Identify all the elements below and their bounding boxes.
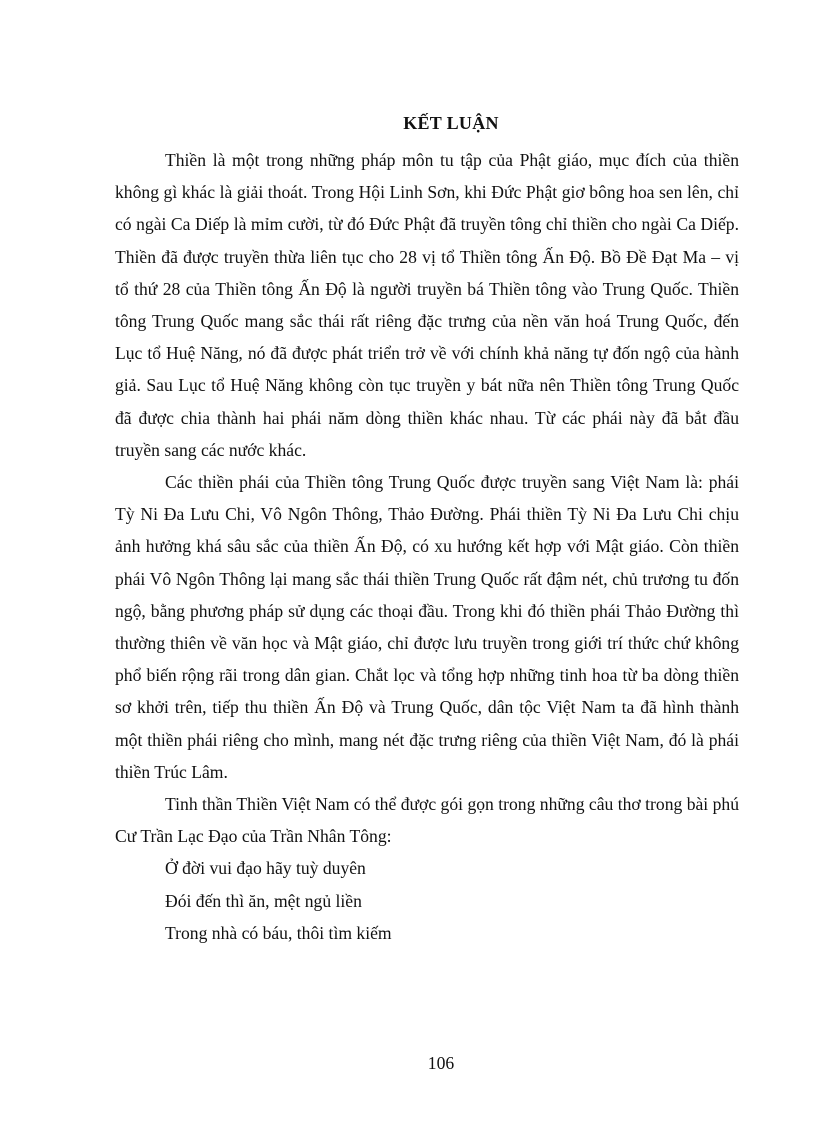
section-heading: KẾT LUẬN — [403, 113, 499, 133]
paragraph-2: Các thiền phái của Thiền tông Trung Quốc được truyền sang Việt Nam là: phái Tỳ Ni Đa Lưu Chi, Vô Ngôn Thông, Thảo Đường. Phái thiền Tỳ Ni Đa Lưu Chi chịu ảnh hưởng khá sâu sắc của thiền Ấn Độ, có xu hướng kết hợp với Mật giáo. Còn thiền phái Vô Ngôn Thông lại mang sắc thái thiền Trung Quốc rất đậm nét, chủ trương tu đốn ngộ, bằng phương pháp sử dụng các thoại đầu. Trong khi đó thiền phái Thảo Đường thì thường thiên về văn học và Mật giáo, chỉ được lưu truyền trong giới trí thức chứ không phổ biến rộng rãi trong dân gian. Chắt lọc và tổng hợp những tinh hoa từ ba dòng thiền sơ khởi trên, tiếp thu thiền Ấn Độ và Trung Quốc, dân tộc Việt Nam ta đã hình thành một thiền phái riêng cho mình, mang nét đặc trưng riêng của thiền Việt Nam, đó là phái thiền Trúc Lâm. — [115, 472, 739, 782]
verse-line-1: Ở đời vui đạo hãy tuỳ duyên — [165, 858, 366, 879]
body-text — [115, 144, 739, 949]
verse-line-2: Đói đến thì ăn, mệt ngủ liền — [165, 890, 362, 911]
paragraph-3: Tinh thần Thiền Việt Nam có thể được gói gọn trong những câu thơ trong bài phú Cư Trần Lạc Đạo của Trần Nhân Tông: — [115, 794, 739, 847]
paragraph-1: Thiền là một trong những pháp môn tu tập của Phật giáo, mục đích của thiền không gì khác là giải thoát. Trong Hội Linh Sơn, khi Đức Phật giơ bông hoa sen lên, chỉ có ngài Ca Diếp là mỉm cười, từ đó Đức Phật đã truyền tông chỉ thiền cho ngài Ca Diếp. Thiền đã được truyền thừa liên tục cho 28 vị tổ Thiền tông Ấn Độ. Bồ Đề Đạt Ma – vị tổ thứ 28 của Thiền tông Ấn Độ là người truyền bá Thiền tông vào Trung Quốc. Thiền tông Trung Quốc mang sắc thái rất riêng đặc trưng của nền văn hoá Trung Quốc, đến Lục tổ Huệ Năng, nó đã được phát triển trở về với chính khả năng tự đốn ngộ của hành giả. Sau Lục tổ Huệ Năng không còn tục truyền y bát nữa nên Thiền tông Trung Quốc đã được chia thành hai phái năm dòng thiền khác nhau. Từ các phái này đã bắt đầu truyền sang các nước khác. — [115, 150, 739, 460]
page-number: 106 — [427, 1053, 455, 1073]
verse-line-3: Trong nhà có báu, thôi tìm kiếm — [165, 922, 392, 943]
